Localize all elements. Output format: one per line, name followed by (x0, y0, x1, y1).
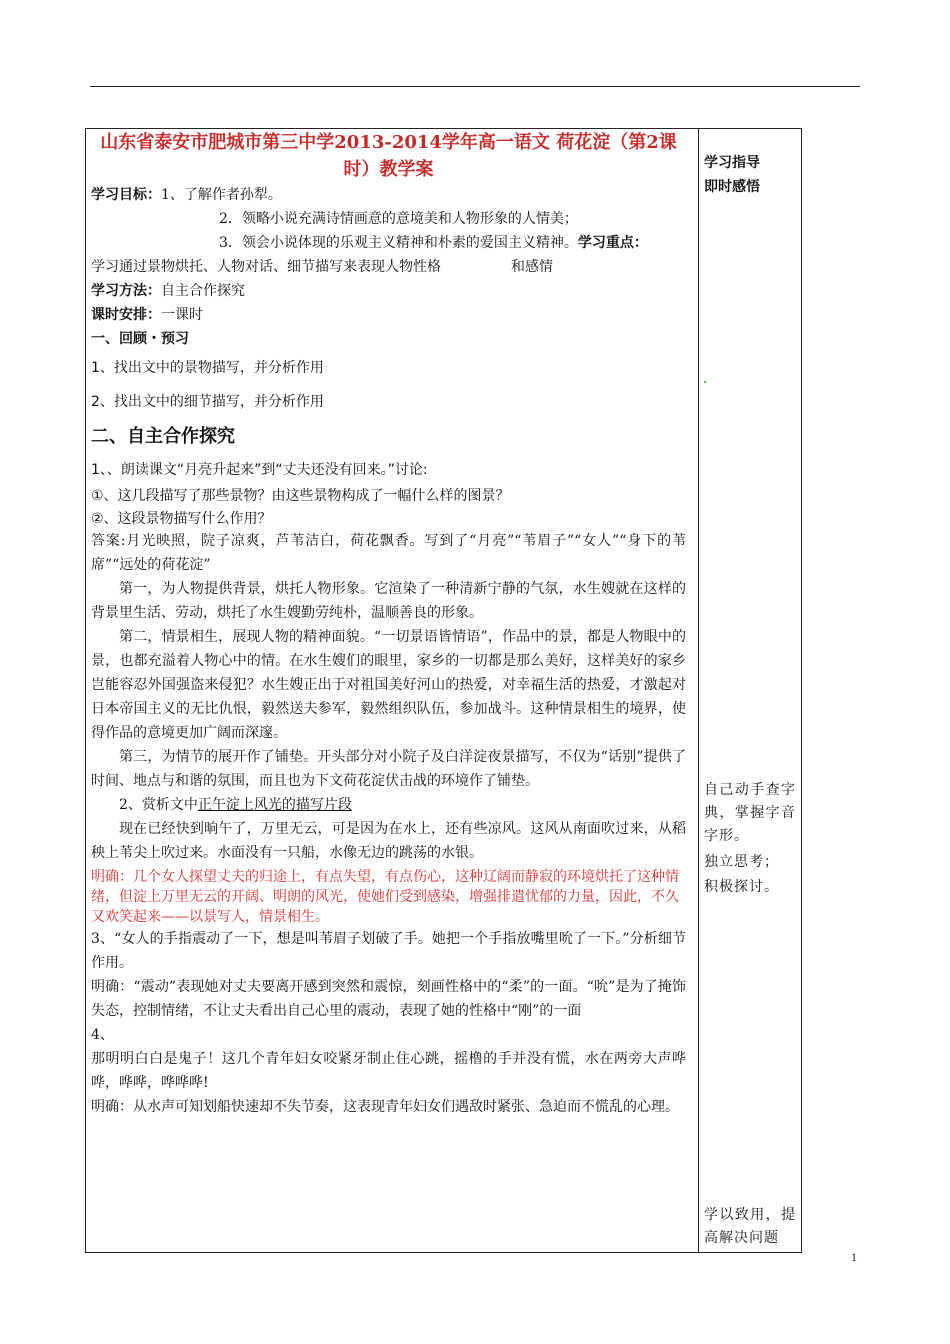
quote-4: 那明明白白是鬼子！这几个青年妇女咬紧牙制止住心跳，摇橹的手并没有慌，水在两旁大声哗哗，哗哗，哗哗哗! (91, 1051, 686, 1091)
paragraph-2: 第二，情景相生，展现人物的精神面貌。“一切景语皆情语”，作品中的景，都是人物眼中的景，也都充溢着人物心中的情。在水生嫂们的眼里，家乡的一切都是那么美好，这样美好的家乡岂能容忍外国强盗来侵犯？水生嫂正出于对祖国美好河山的热爱，对幸福生活的热爱，才激起对日本帝国主义的无比仇恨，毅然送夫参军，毅然组织队伍，参加战斗。这种情景相生的境界，使得作品的意境更加广阔而深邃。 (91, 629, 686, 741)
goal-3: 3．领会小说体现的乐观主义精神和朴素的爱国主义精神。 (219, 235, 578, 251)
time-text: 一课时 (161, 307, 203, 323)
task-2-underlined: 正午淀上风光的描写片段 (197, 797, 352, 813)
goal-2: 2．领略小说充满诗情画意的意境美和人物形象的人情美； (219, 211, 578, 227)
side-column (700, 129, 800, 1252)
task-1-question-2: ②、这段景物描写什么作用？ (91, 511, 272, 527)
stray-dot (704, 381, 706, 383)
goal-line-3 (91, 231, 686, 255)
method-text: 自主合作探究 (161, 283, 245, 299)
answer-1: 答案:月光映照，院子凉爽，芦苇洁白，荷花飘香。写到了“月亮”“苇眉子”“女人”“身下的苇席”“远处的荷花淀” (91, 533, 686, 573)
paragraph-1: 第一，为人物提供背景，烘托人物形象。它渲染了一种清新宁静的气氛，水生嫂就在这样的背景里生活、劳动，烘托了水生嫂勤劳纯朴，温顺善良的形象。 (91, 581, 686, 621)
task-2-prefix: 2、赏析文中 (119, 797, 198, 813)
task-2 (91, 793, 686, 817)
section-explore-heading: 二、自主合作探究 (91, 426, 235, 447)
main-column (86, 129, 698, 1252)
section-review-heading: 一、回顾・预习 (91, 331, 189, 347)
document-title: 山东省泰安市肥城市第三中学2013-2014学年高一语文 荷花淀（第2课时）教学案 (100, 132, 677, 180)
answer-3: 明确：“震动”表现她对丈夫要离开感到突然和震惊，刻画性格中的“柔”的一面。“吮”是为了掩饰失态，控制情绪，不让丈夫看出自己心里的震动，表现了她的性格中“刚”的一面 (91, 979, 686, 1019)
goals-label: 学习目标： (91, 187, 161, 203)
focus-text: 学习通过景物烘托、人物对话、细节描写来表现人物性格 和感情 (91, 259, 553, 275)
side-note-3: 积极探讨。 (704, 879, 779, 895)
focus-label: 学习重点： (577, 235, 648, 251)
time-label: 课时安排： (91, 307, 161, 323)
lesson-table (85, 128, 802, 1253)
answer-2: 明确：几个女人探望丈夫的归途上，有点失望，有点伤心，这种辽阔而静寂的环境烘托了这种情绪，但淀上万里无云的开阔、明朗的风光，使她们受到感染，增强排遣忧郁的力量，因此，不久又欢笑起来——以景写人，情景相生。 (91, 869, 679, 925)
task-1-question-1: ①、这几段描写了那些景物？由这些景物构成了一幅什么样的图景？ (91, 488, 510, 504)
page-number: 1 (851, 1250, 857, 1264)
paragraph-3: 第三，为情节的展开作了铺垫。开头部分对小院子及白洋淀夜景描写，不仅为“话别”提供了时间、地点与和谐的氛围，而且也为下文荷花淀伏击战的环境作了铺垫。 (91, 749, 686, 789)
header-rule (90, 86, 860, 87)
time-line (91, 303, 686, 327)
method-line (91, 279, 686, 303)
side-note-2: 独立思考； (704, 854, 779, 870)
column-divider (698, 129, 699, 1252)
side-heading (704, 151, 760, 199)
task-4: 4、 (91, 1027, 114, 1043)
method-label: 学习方法： (91, 283, 161, 299)
quote-2: 现在已经快到晌午了，万里无云，可是因为在水上，还有些凉风。这风从南面吹过来，从稻秧上苇尖上吹过来。水面没有一只船，水像无边的跳荡的水银。 (91, 821, 686, 861)
goal-line-1 (91, 183, 686, 207)
side-note-4: 学以致用，提高解决问题 (704, 1207, 796, 1246)
side-heading-guide: 学习指导 (704, 155, 760, 171)
review-item-1: 1、找出文中的景物描写，并分析作用 (91, 360, 324, 376)
side-heading-reflection: 即时感悟 (704, 179, 760, 195)
task-3: 3、“女人的手指震动了一下，想是叫苇眉子划破了手。她把一个手指放嘴里吮了一下。”分析细节作用。 (91, 931, 686, 971)
task-1: 1、、朗读课文“月亮升起来”到“丈夫还没有回来。”讨论: (91, 462, 428, 478)
answer-4: 明确：从水声可知划船快速却不失节奏，这表现青年妇女们遇敌时紧张、急迫而不慌乱的心理。 (91, 1099, 679, 1115)
review-item-2: 2、找出文中的细节描写，并分析作用 (91, 394, 324, 410)
goal-1: 1、了解作者孙犁。 (161, 187, 282, 203)
side-note-1: 自己动手查字典，掌握字音字形。 (704, 782, 796, 844)
